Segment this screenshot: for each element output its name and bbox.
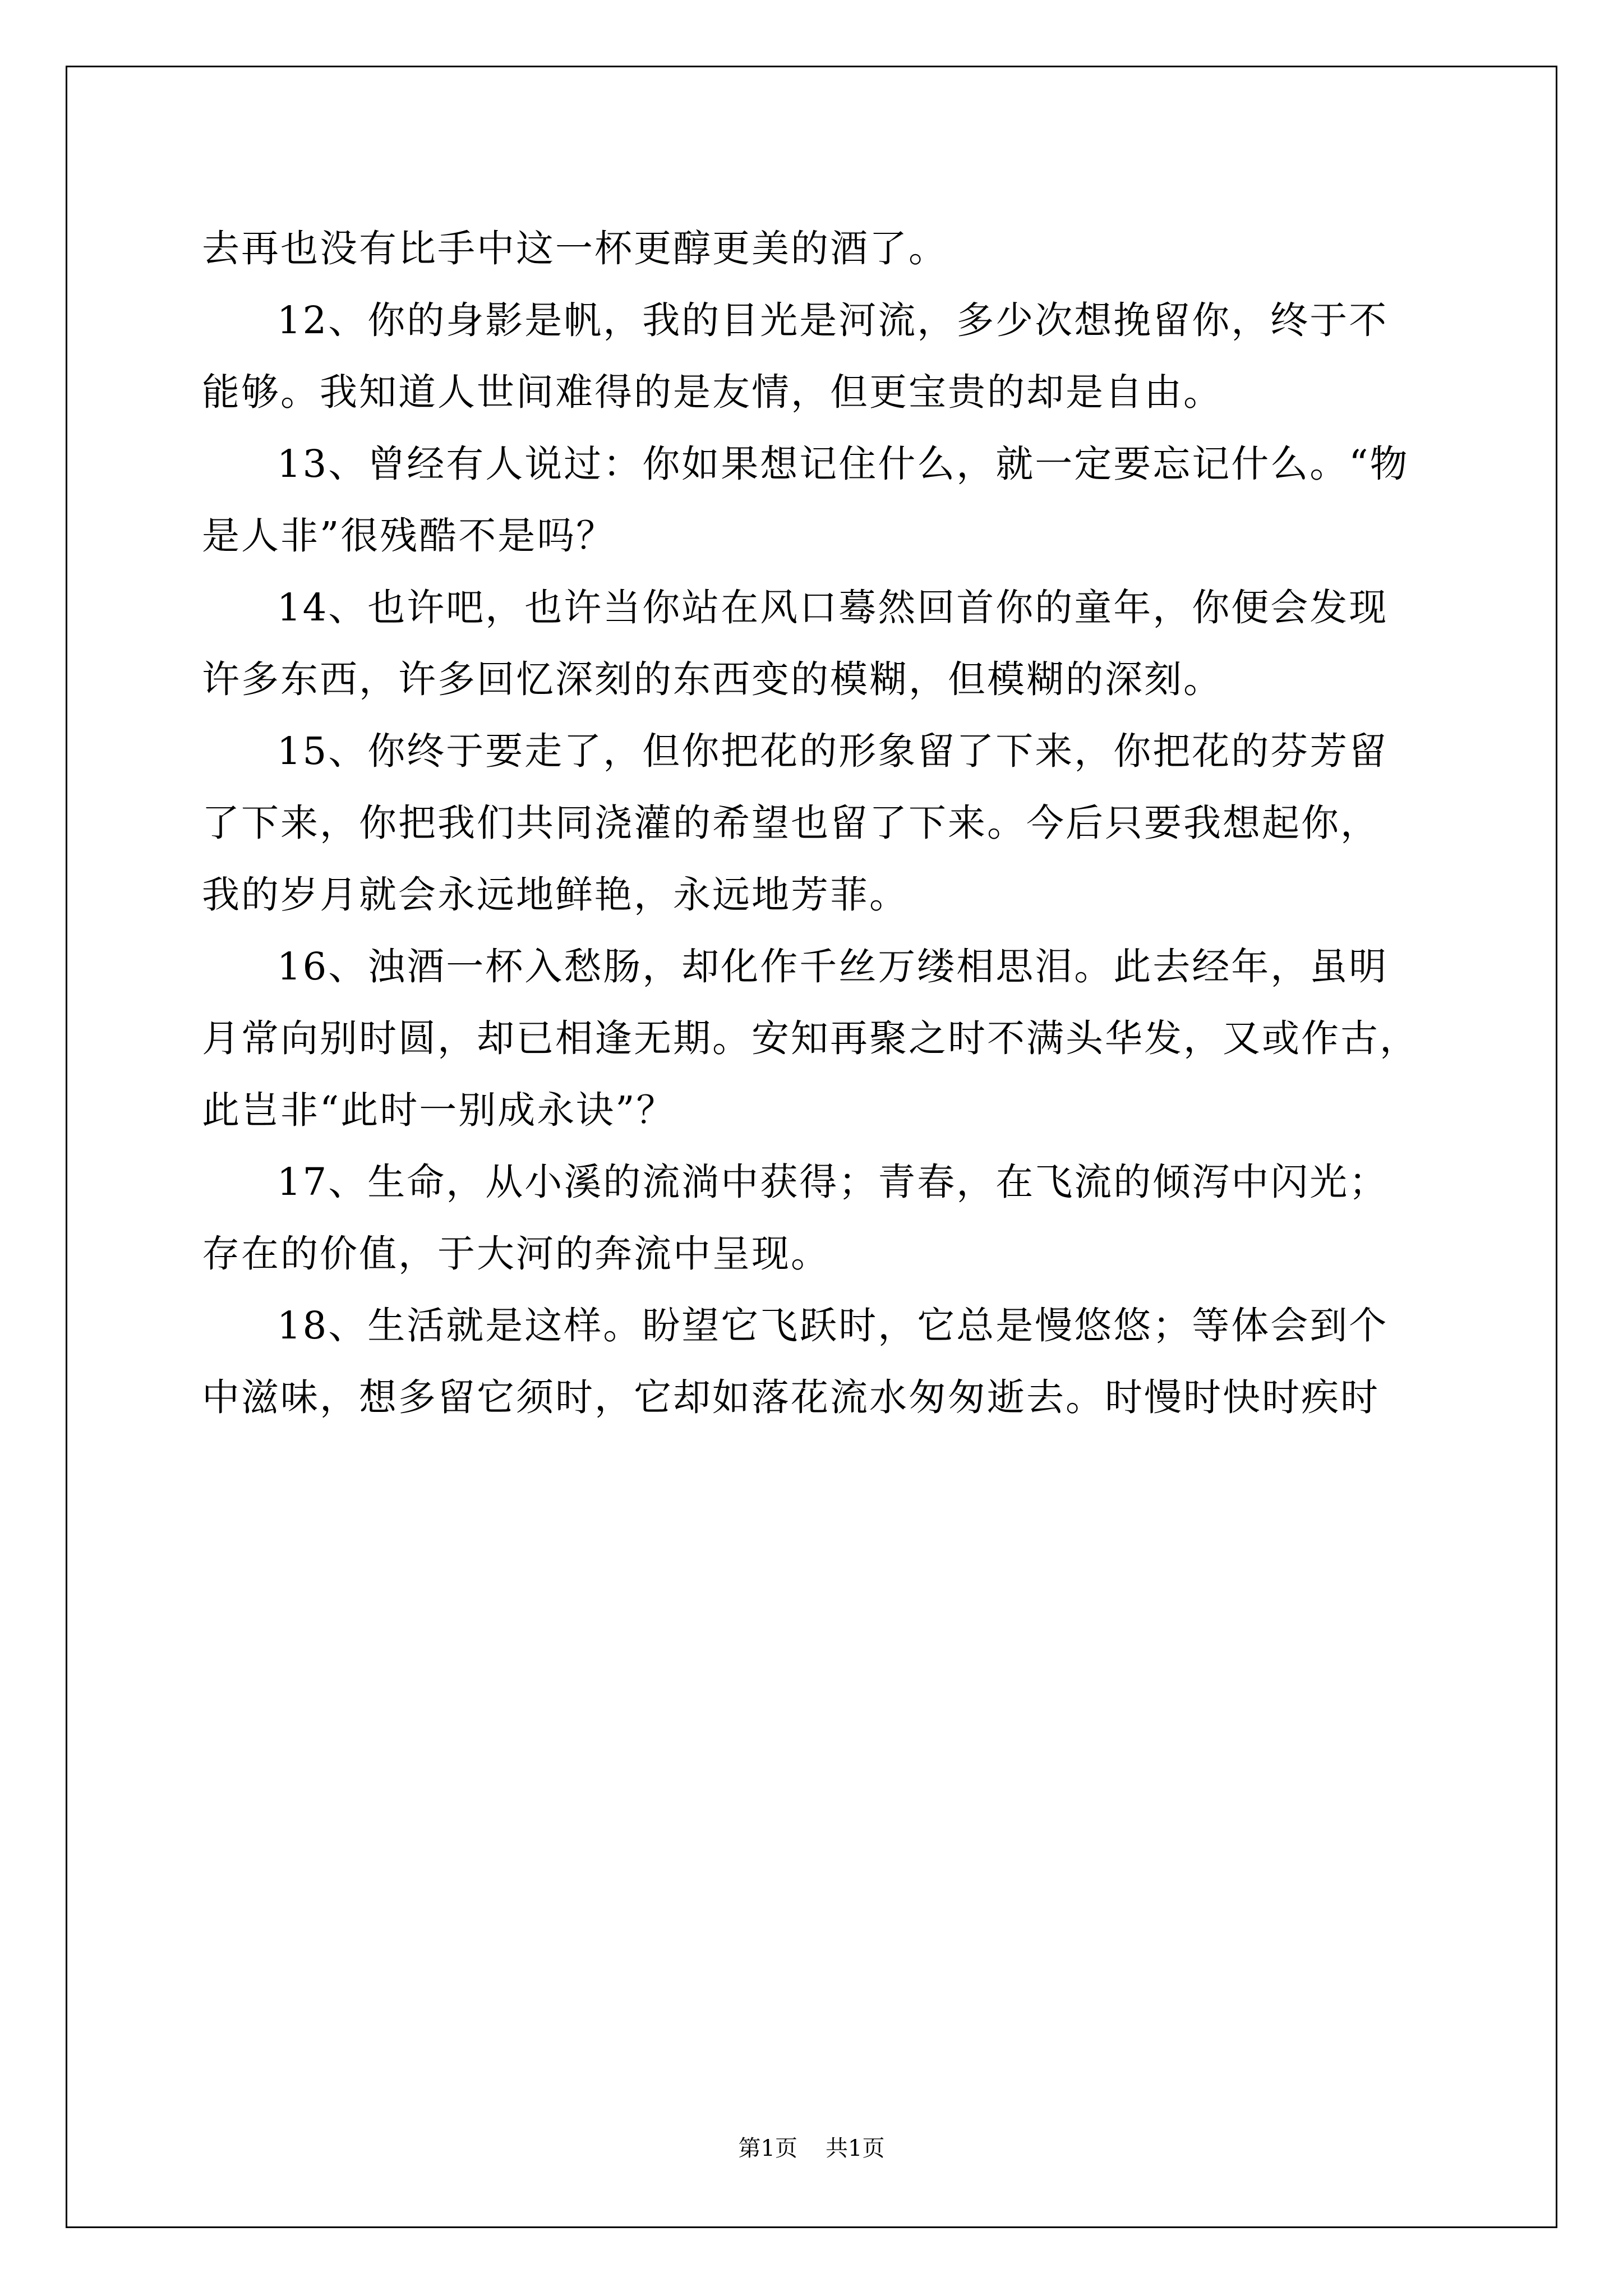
text-line: 了下来，你把我们共同浇灌的希望也留了下来。今后只要我想起你， xyxy=(202,801,1380,845)
text-line: 存在的价值，于大河的奔流中呈现。 xyxy=(202,1232,830,1276)
text-line: 我的岁月就会永远地鲜艳，永远地芳菲。 xyxy=(202,873,909,917)
text-line: 14、也许吧，也许当你站在风口蓦然回首你的童年，你便会发现 xyxy=(277,586,1389,629)
text-line: 17、生命，从小溪的流淌中获得；青春，在飞流的倾泻中闪光； xyxy=(277,1160,1389,1204)
page-footer xyxy=(0,2133,1623,2164)
text-line: 月常向别时圆，却已相逢无期。安知再聚之时不满头华发，又或作古， xyxy=(202,1016,1419,1060)
text-line: 中滋味，想多留它须时，它却如落花流水匆匆逝去。时慢时快时疾时 xyxy=(202,1375,1380,1419)
text-line: 18、生活就是这样。盼望它飞跃时，它总是慢悠悠；等体会到个 xyxy=(277,1304,1389,1347)
text-line: 15、你终于要走了，但你把花的形象留了下来，你把花的芬芳留 xyxy=(277,729,1389,773)
current-page-label: 第1页 xyxy=(738,2136,797,2161)
text-line: 能够。我知道人世间难得的是友情，但更宝贵的却是自由。 xyxy=(202,370,1223,414)
text-line: 去再也没有比手中这一杯更醇更美的酒了。 xyxy=(202,227,948,270)
text-line: 16、浊酒一杯入愁肠，却化作千丝万缕相思泪。此去经年，虽明 xyxy=(277,945,1389,988)
text-line: 12、你的身影是帆，我的目光是河流，多少次想挽留你，终于不 xyxy=(277,298,1389,342)
text-line: 13、曾经有人说过：你如果想记住什么，就一定要忘记什么。“物 xyxy=(277,442,1409,486)
total-pages-label: 共1页 xyxy=(826,2136,885,2161)
text-line: 此岂非“此时一别成永诀”？ xyxy=(202,1088,676,1132)
text-line: 是人非”很残酷不是吗？ xyxy=(202,514,616,558)
text-line: 许多东西，许多回忆深刻的东西变的模糊，但模糊的深刻。 xyxy=(202,657,1223,701)
document-body xyxy=(202,222,1464,1442)
